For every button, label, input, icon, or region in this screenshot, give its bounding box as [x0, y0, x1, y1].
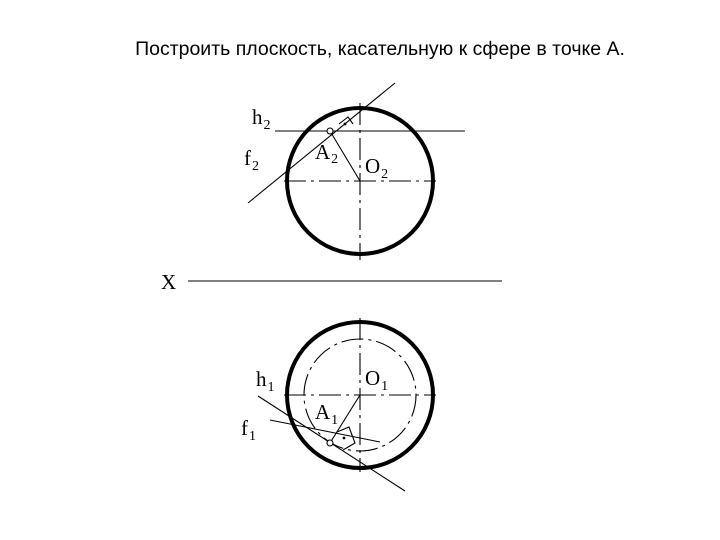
label-a1: $A_1$ [315, 400, 339, 428]
label-f2: $f_2$ [244, 146, 259, 174]
label-x: X [161, 270, 177, 294]
right-angle-dot-horizontal [343, 437, 346, 440]
label-o1: $O_1$ [365, 366, 389, 394]
label-h1: $h_1$ [256, 367, 275, 395]
right-angle-mark-horizontal [337, 427, 355, 450]
projection-axis [161, 270, 502, 294]
label-f1: $f_1$ [241, 416, 256, 444]
label-a2: A2 [315, 140, 339, 167]
point-a1 [327, 440, 333, 446]
right-angle-dot-frontal [344, 123, 347, 126]
frontal-projection [244, 83, 465, 260]
label-h2: $h_2$ [252, 105, 271, 133]
point-a2 [327, 128, 333, 134]
page-title: Построить плоскость, касательную к сфере в точке А. [135, 38, 625, 60]
horizontal-projection [241, 318, 436, 491]
label-o2: $O_2$ [365, 154, 389, 182]
